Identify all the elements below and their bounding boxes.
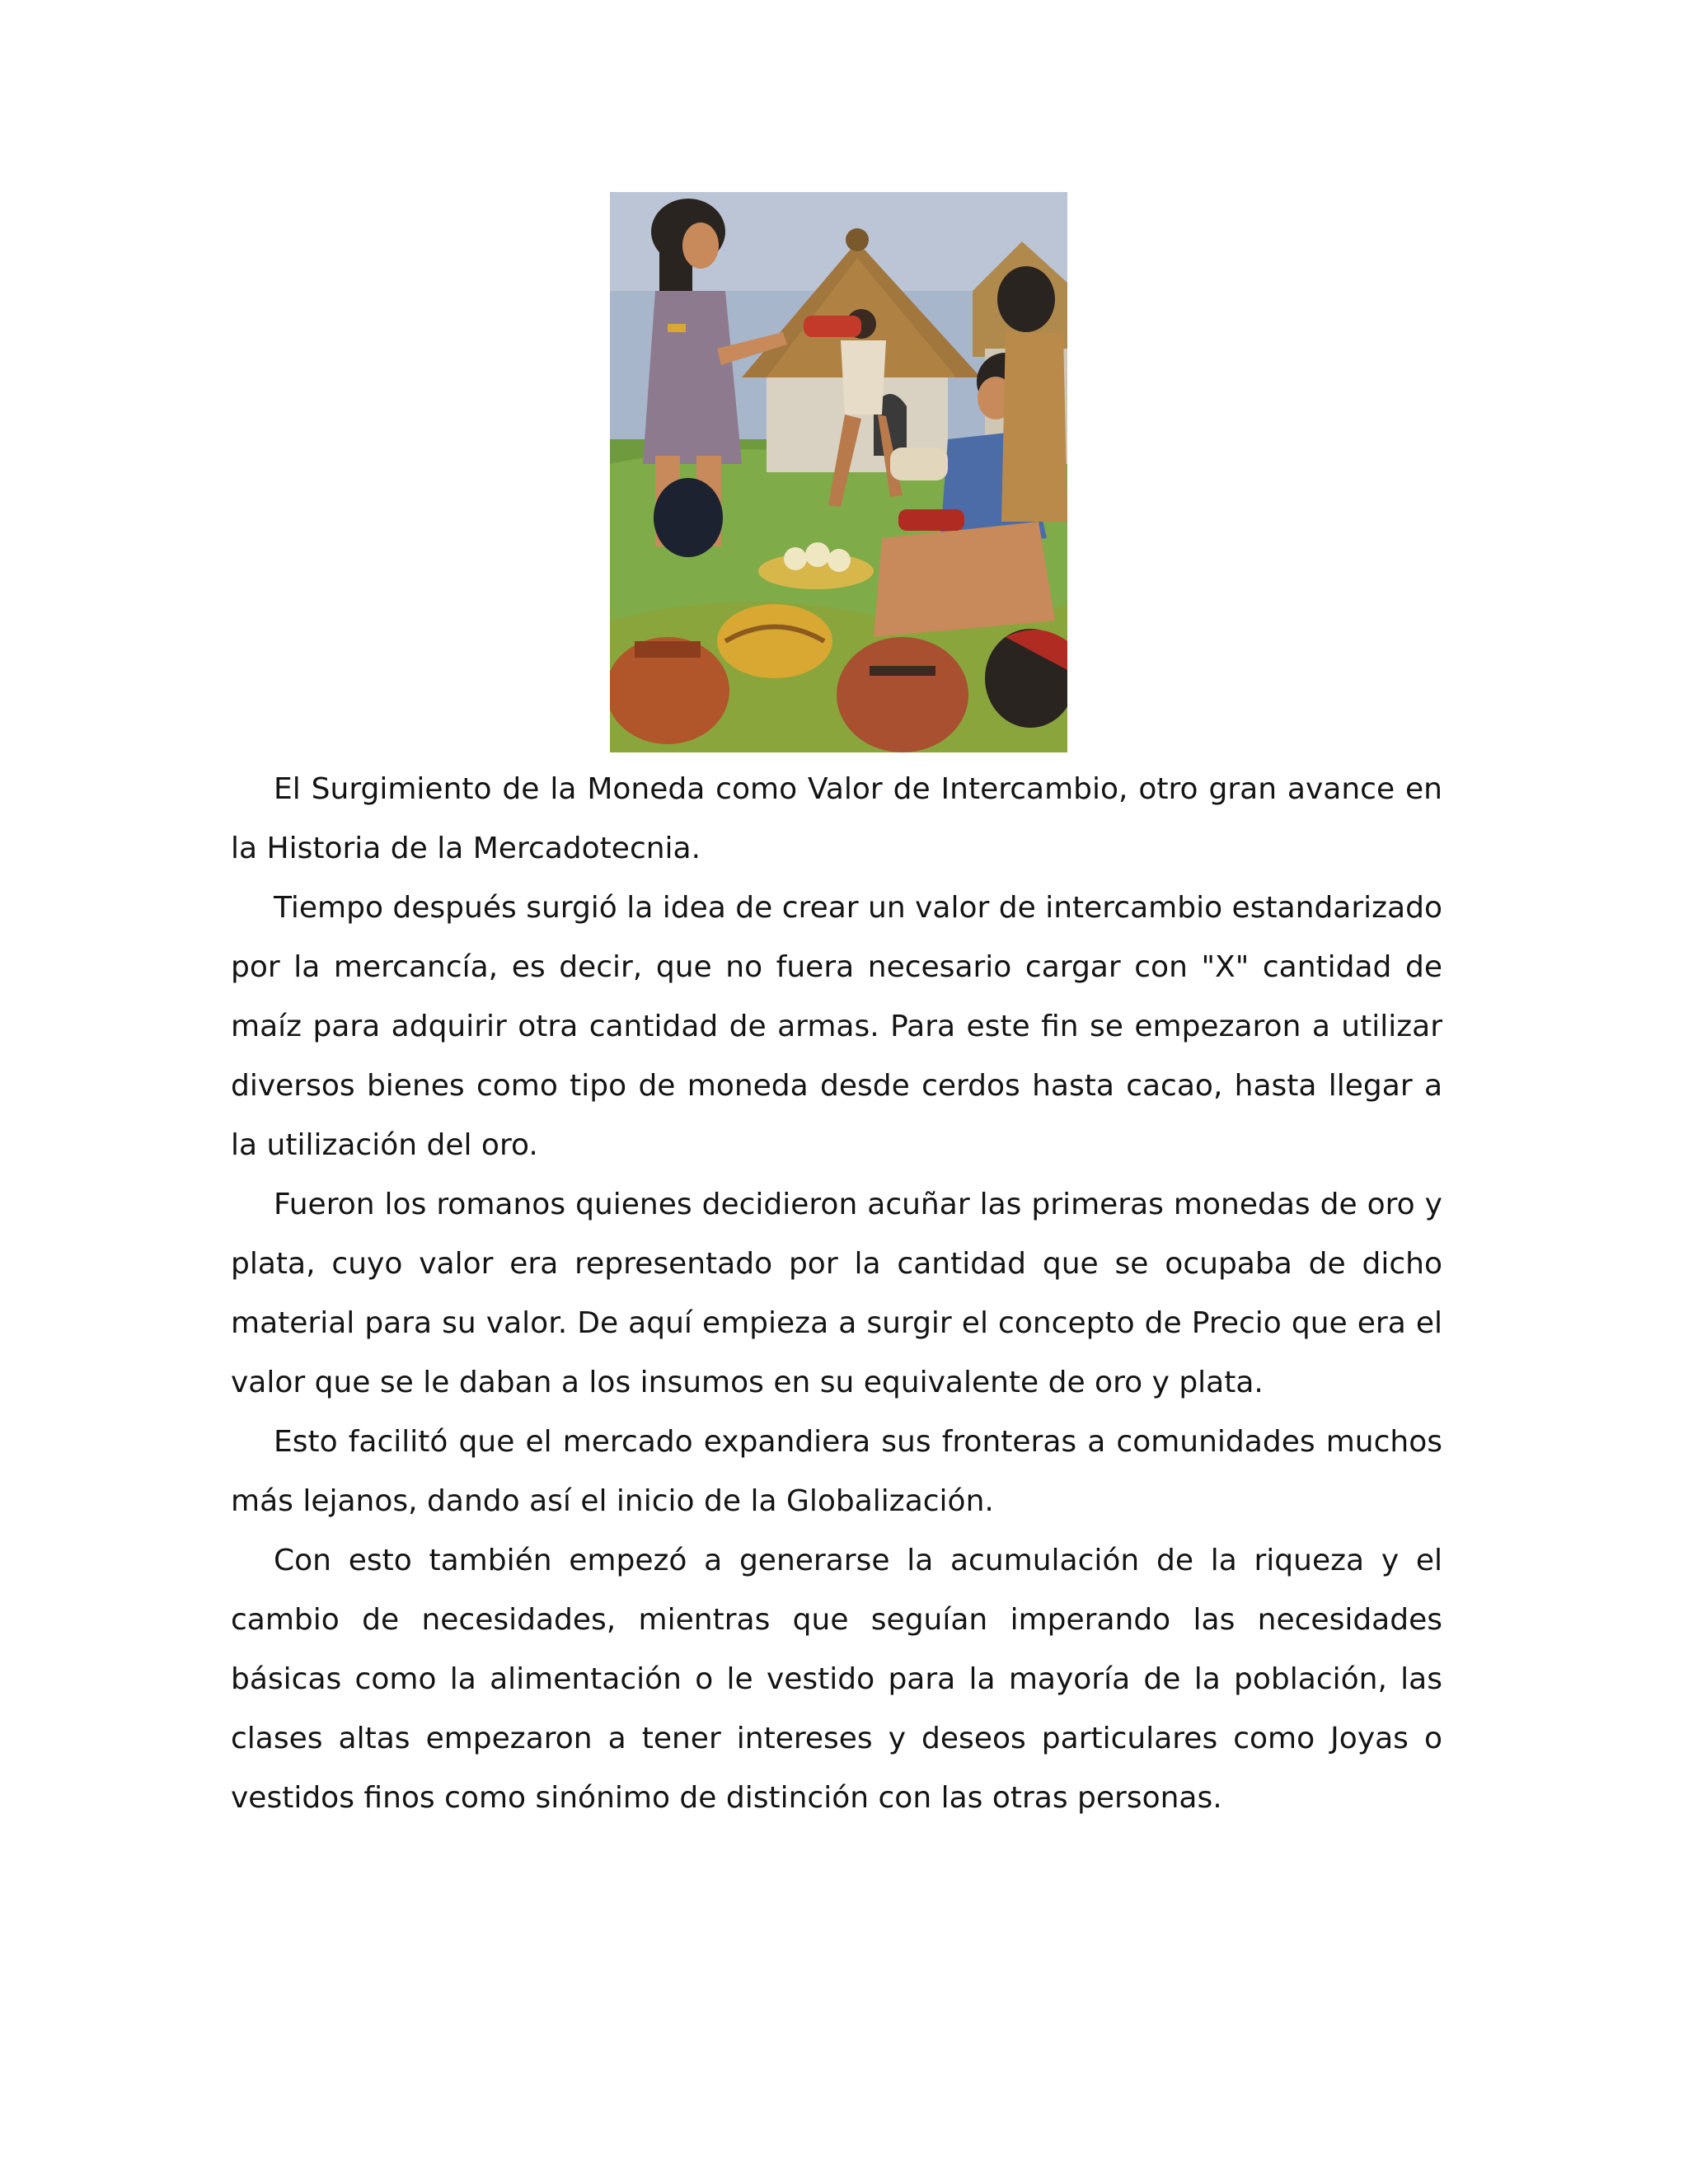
body-text [231,760,1442,1828]
paragraph-2: Tiempo después surgió la idea de crear un valor de intercambio estandarizado por la mercancía, es decir, que no fuera necesario cargar con "X" cantidad de maíz para adquirir otra cantidad de armas. Para este fin se empezaron a utilizar diversos bienes como tipo de moneda desde cerdos hasta cacao, hasta llegar a la utilización del oro. [231,891,1442,1162]
paragraph-5: Con esto también empezó a generarse la acumulación de la riqueza y el cambio de necesidades, mientras que seguían imperando las necesidades básicas como la alimentación o le vestido para la mayoría de la población, las clases altas empezaron a tener intereses y deseos particulares como Joyas o vestidos finos como sinónimo de distinción con las otras personas. [231,1544,1442,1815]
paragraph-3: Fueron los romanos quienes decidieron acuñar las primeras monedas de oro y plata, cuyo valor era representado por la cantidad que se ocupaba de dicho material para su valor. De aquí empieza a surgir el concepto de Precio que era el valor que se le daban a los insumos en su equivalente de oro y plata. [231,1188,1442,1399]
paragraph-4: Esto facilitó que el mercado expandiera sus fronteras a comunidades muchos más lejanos, dando así el inicio de la Globalización. [231,1425,1442,1518]
illustration-barter-scene-icon [610,192,1067,752]
paragraph-1: El Surgimiento de la Moneda como Valor de Intercambio, otro gran avance en la Historia de la Mercadotecnia. [231,772,1442,865]
